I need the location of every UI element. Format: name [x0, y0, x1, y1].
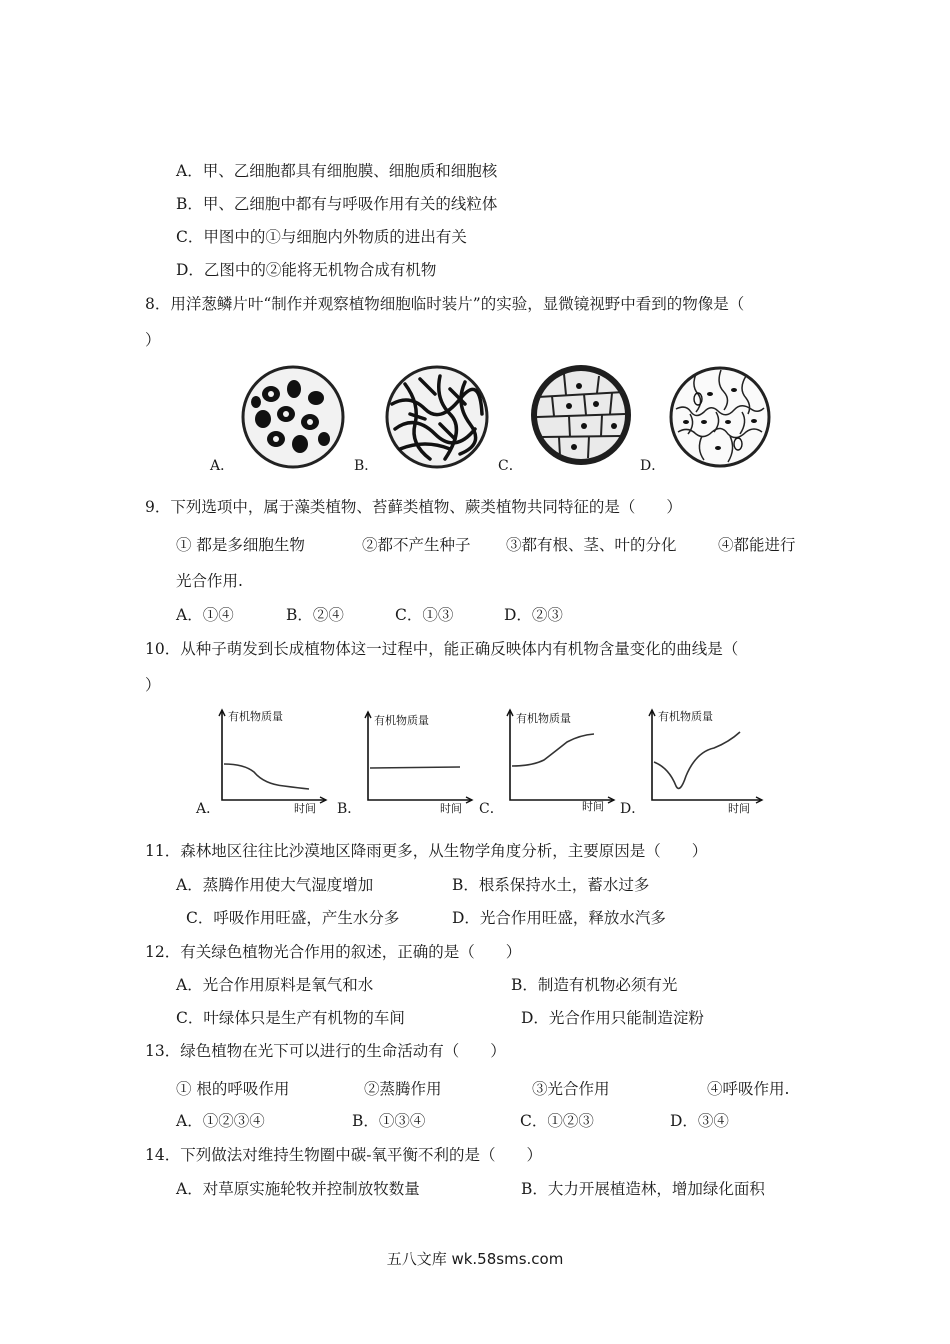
page-footer: 五八文库 wk.58sms.com — [386, 1250, 564, 1268]
q10-graph-b — [360, 706, 480, 814]
q9-stem: 9．下列选项中，属于藻类植物、苔藓类植物、蕨类植物共同特征的是（ ） — [145, 498, 682, 516]
q10-label-b: B． — [337, 801, 362, 817]
q8-picture-c — [524, 362, 638, 468]
q13-option-d: D．③④ — [670, 1112, 729, 1130]
q14-option-b: B．大力开展植造林，增加绿化面积 — [521, 1180, 765, 1198]
q10-label-c: C． — [479, 801, 504, 817]
q12-stem: 12．有关绿色植物光合作用的叙述，正确的是（ ） — [145, 943, 522, 961]
q11-stem: 11．森林地区往往比沙漠地区降雨更多，从生物学角度分析，主要原因是（ ） — [145, 842, 708, 860]
q9-option-b: B．②④ — [286, 606, 344, 624]
q7-option-b: B．甲、乙细胞中都有与呼吸作用有关的线粒体 — [176, 195, 498, 213]
q11-option-d: D．光合作用旺盛，释放水汽多 — [452, 909, 666, 927]
q10-graph-d-ylabel: 有机物质量 — [658, 710, 713, 723]
q10-graph-c — [502, 706, 622, 814]
q10-graph-d-xlabel: 时间 — [728, 802, 750, 814]
q8-label-a: A． — [210, 458, 235, 474]
q14-option-a: A．对草原实施轮牧并控制放牧数量 — [176, 1180, 420, 1198]
q9-item-3: ③都有根、茎、叶的分化 — [506, 536, 677, 554]
q10-label-d: D． — [620, 801, 646, 817]
q8-label-d: D． — [640, 458, 666, 474]
q13-item-4: ④呼吸作用. — [707, 1080, 790, 1098]
q13-option-c: C．①②③ — [520, 1112, 594, 1130]
q9-option-a: A．①④ — [176, 606, 234, 624]
q10-graph-c-ylabel: 有机物质量 — [516, 712, 571, 725]
q13-option-b: B．①③④ — [352, 1112, 426, 1130]
q7-option-a: A．甲、乙细胞都具有细胞膜、细胞质和细胞核 — [176, 162, 498, 180]
q10-graph-d — [644, 706, 770, 814]
q9-item-4-cont: 光合作用. — [176, 572, 243, 590]
q7-option-c: C．甲图中的①与细胞内外物质的进出有关 — [176, 228, 467, 246]
q13-item-3: ③光合作用 — [532, 1080, 610, 1098]
q9-option-d: D．②③ — [504, 606, 563, 624]
q9-item-2: ②都不产生种子 — [362, 536, 471, 554]
q10-label-a: A． — [196, 801, 221, 817]
q8-stem-cont: ） — [145, 331, 161, 349]
q13-item-2: ②蒸腾作用 — [364, 1080, 442, 1098]
q9-option-c: C．①③ — [395, 606, 454, 624]
q13-stem: 13．绿色植物在光下可以进行的生命活动有（ ） — [145, 1042, 506, 1060]
q8-stem: 8．用洋葱鳞片叶“制作并观察植物细胞临时装片”的实验，显微镜视野中看到的物像是（ — [145, 295, 745, 313]
q13-option-a: A．①②③④ — [176, 1112, 265, 1130]
q12-option-b: B．制造有机物必须有光 — [511, 976, 678, 994]
q11-option-c: C．呼吸作用旺盛，产生水分多 — [186, 909, 400, 927]
q11-option-b: B．根系保持水土，蓄水过多 — [452, 876, 650, 894]
q8-picture-d — [666, 364, 774, 470]
q12-option-a: A．光合作用原料是氧气和水 — [176, 976, 374, 994]
q8-label-c: C． — [498, 458, 523, 474]
q12-option-c: C．叶绿体只是生产有机物的车间 — [176, 1009, 405, 1027]
q7-option-d: D．乙图中的②能将无机物合成有机物 — [176, 261, 437, 279]
q10-stem: 10．从种子萌发到长成植物体这一过程中，能正确反映体内有机物含量变化的曲线是（ — [145, 640, 739, 658]
q8-label-b: B． — [354, 458, 379, 474]
q10-graph-b-xlabel: 时间 — [440, 802, 462, 814]
q10-stem-cont: ） — [145, 676, 161, 694]
q9-item-4: ④都能进行 — [718, 536, 796, 554]
q10-graph-a-ylabel: 有机物质量 — [228, 710, 283, 723]
q12-option-d: D．光合作用只能制造淀粉 — [521, 1009, 704, 1027]
q13-item-1: ① 根的呼吸作用 — [176, 1080, 290, 1098]
q9-item-1: ① 都是多细胞生物 — [176, 536, 305, 554]
q11-option-a: A．蒸腾作用使大气湿度增加 — [176, 876, 374, 894]
q10-graph-a — [214, 706, 334, 814]
q14-stem: 14．下列做法对维持生物圈中碳-氧平衡不利的是（ ） — [145, 1146, 542, 1164]
q10-graph-c-xlabel: 时间 — [582, 800, 604, 813]
q10-graph-b-ylabel: 有机物质量 — [374, 714, 429, 727]
q8-picture-b — [380, 364, 494, 470]
q8-picture-a — [236, 364, 350, 470]
q10-graph-a-xlabel: 时间 — [294, 802, 316, 814]
